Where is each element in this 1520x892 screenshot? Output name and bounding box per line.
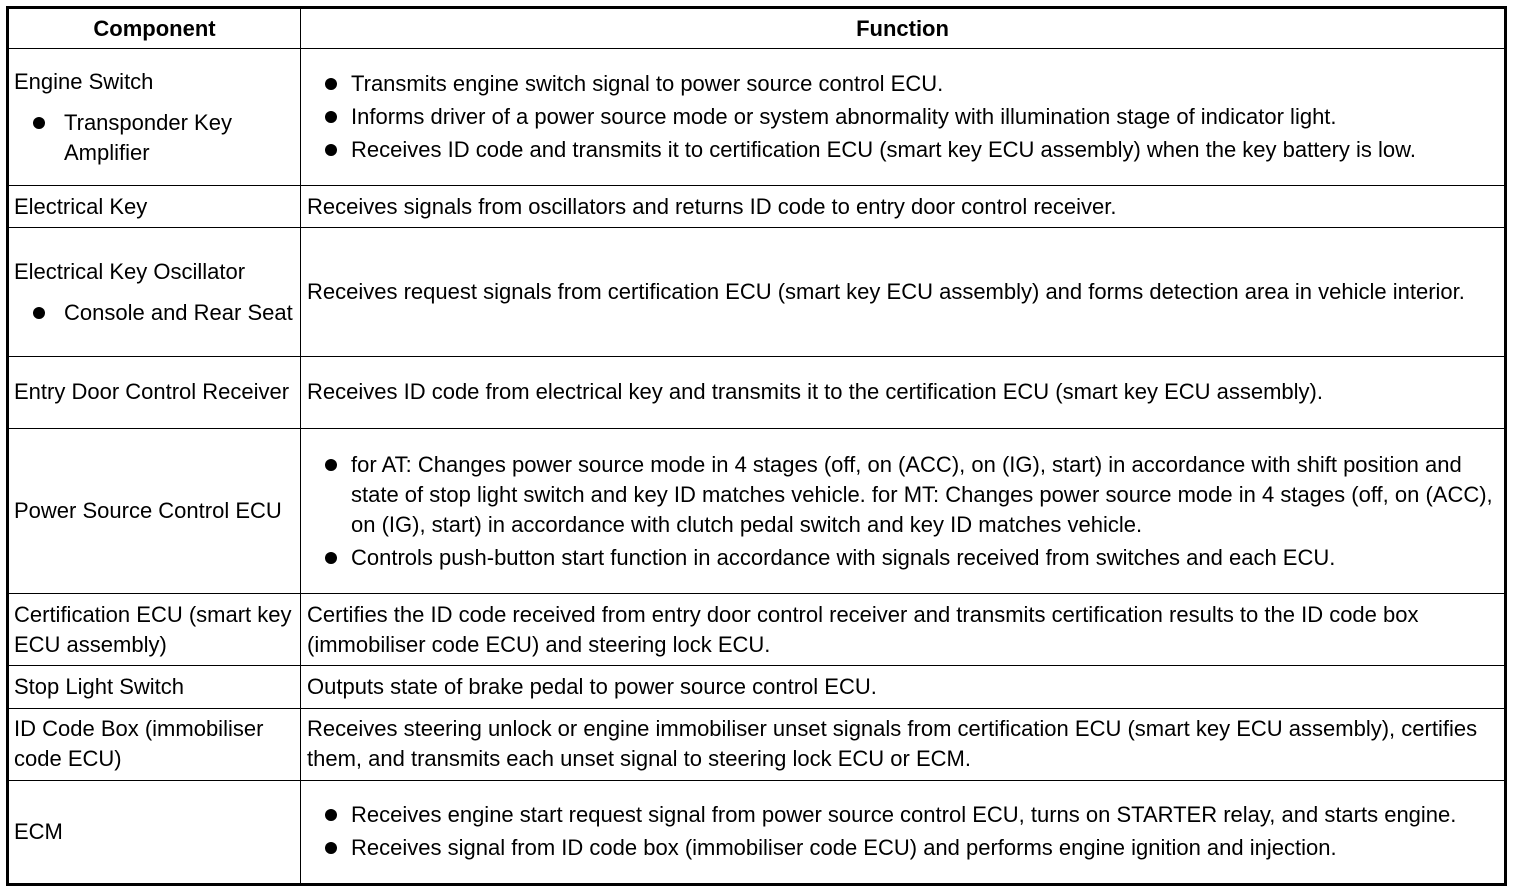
component-cell: ECM xyxy=(8,780,301,884)
function-cell: Receives ID code from electrical key and transmits it to the certification ECU (smart key ECU assembly). xyxy=(301,356,1506,428)
component-name: Electrical Key Oscillator xyxy=(14,258,246,284)
header-function: Function xyxy=(301,8,1506,49)
function-bullet: Informs driver of a power source mode or system abnormality with illumination stage of indicator light. xyxy=(307,102,1498,132)
table-row xyxy=(8,228,1506,356)
table-row xyxy=(8,356,1506,428)
component-cell: Electrical Key xyxy=(8,186,301,228)
function-cell xyxy=(301,780,1506,884)
header-component: Component xyxy=(8,8,301,49)
table-row xyxy=(8,49,1506,186)
component-cell: Power Source Control ECU xyxy=(8,428,301,593)
function-bullet: for AT: Changes power source mode in 4 stages (off, on (ACC), on (IG), start) in accordance with shift position and state of stop light switch and key ID matches vehicle. for MT: Changes power source mode in 4 stages (off, on (ACC), on (IG), start) in accordance with clutch pedal switch and key ID matches vehicle. xyxy=(307,450,1498,540)
component-cell xyxy=(8,228,301,356)
component-cell xyxy=(8,49,301,186)
component-cell: Entry Door Control Receiver xyxy=(8,356,301,428)
function-bullet: Transmits engine switch signal to power source control ECU. xyxy=(307,69,1498,99)
function-bullet: Receives engine start request signal from power source control ECU, turns on STARTER relay, and starts engine. xyxy=(307,800,1498,830)
function-bullet-list xyxy=(307,69,1498,165)
component-cell: Stop Light Switch xyxy=(8,666,301,708)
component-cell: ID Code Box (immobiliser code ECU) xyxy=(8,708,301,780)
function-cell: Receives request signals from certification ECU (smart key ECU assembly) and forms detection area in vehicle interior. xyxy=(301,228,1506,356)
component-sub-list xyxy=(14,298,294,328)
function-bullet: Receives signal from ID code box (immobiliser code ECU) and performs engine ignition and injection. xyxy=(307,833,1498,863)
function-bullet-list xyxy=(307,800,1498,863)
table-row xyxy=(8,666,1506,708)
function-bullet: Controls push-button start function in accordance with signals received from switches and each ECU. xyxy=(307,543,1498,573)
component-sub-item: Console and Rear Seat xyxy=(14,298,294,328)
table-row xyxy=(8,780,1506,884)
function-cell: Outputs state of brake pedal to power source control ECU. xyxy=(301,666,1506,708)
function-cell xyxy=(301,49,1506,186)
function-bullet: Receives ID code and transmits it to certification ECU (smart key ECU assembly) when the key battery is low. xyxy=(307,135,1498,165)
table-row xyxy=(8,708,1506,780)
component-function-table xyxy=(6,6,1507,886)
component-cell: Certification ECU (smart key ECU assembly) xyxy=(8,594,301,666)
header-row xyxy=(8,8,1506,49)
table-row xyxy=(8,594,1506,666)
function-bullet-list xyxy=(307,450,1498,573)
function-cell: Receives steering unlock or engine immobiliser unset signals from certification ECU (smart key ECU assembly), certifies them, and transmits each unset signal to steering lock ECU or ECM. xyxy=(301,708,1506,780)
table-row xyxy=(8,428,1506,593)
component-sub-item: Transponder Key Amplifier xyxy=(14,108,294,168)
function-cell: Certifies the ID code received from entry door control receiver and transmits certification results to the ID code box (immobiliser code ECU) and steering lock ECU. xyxy=(301,594,1506,666)
table-row xyxy=(8,186,1506,228)
function-cell: Receives signals from oscillators and returns ID code to entry door control receiver. xyxy=(301,186,1506,228)
function-cell xyxy=(301,428,1506,593)
component-sub-list xyxy=(14,108,294,168)
component-name: Engine Switch xyxy=(14,68,154,94)
